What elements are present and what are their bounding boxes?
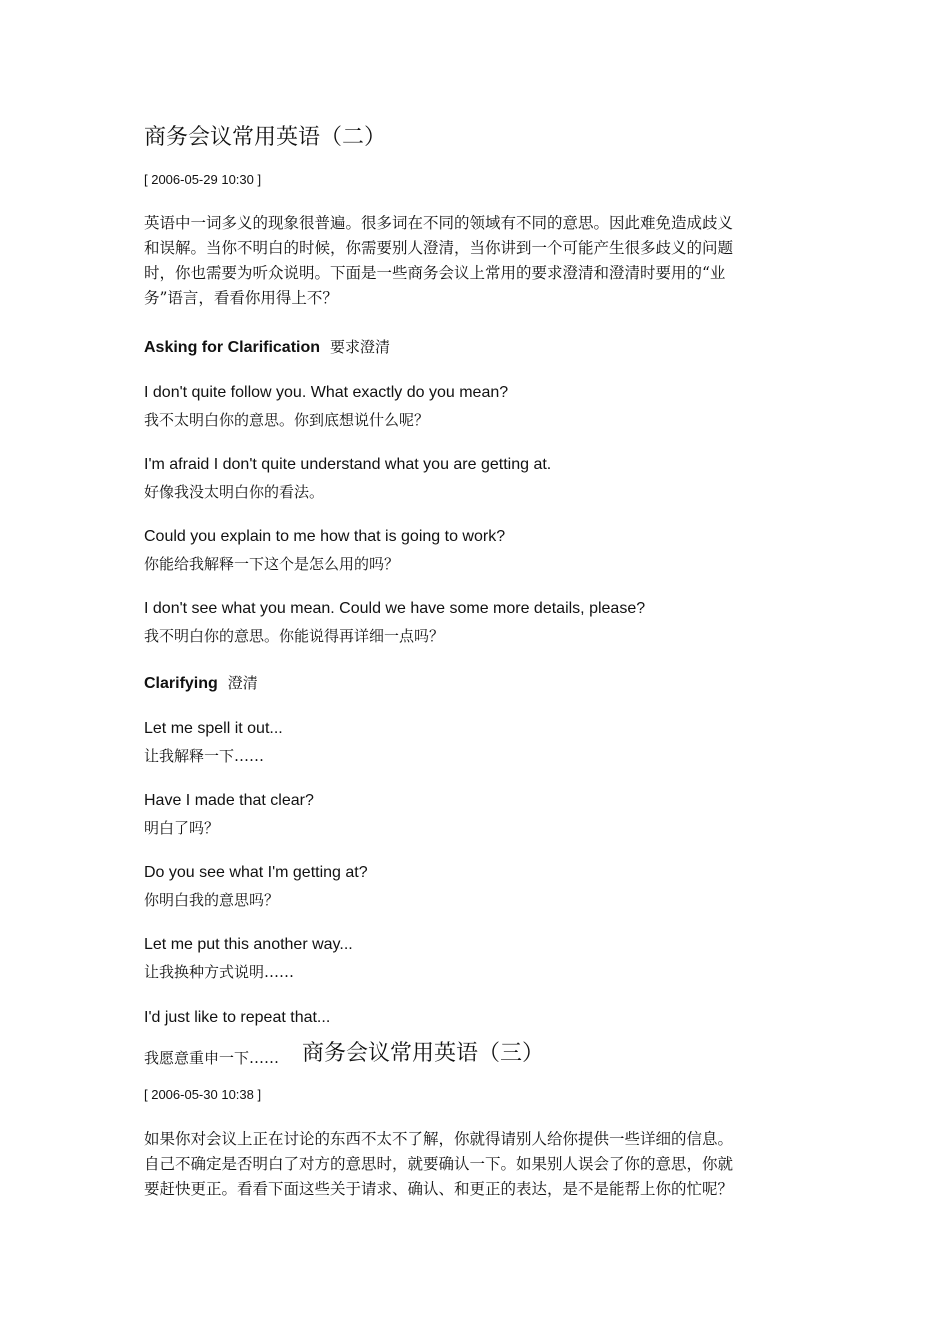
phrase-zh: 让我解释一下…… <box>144 747 265 765</box>
phrase-en: Have I made that clear? <box>144 792 314 809</box>
phrase-en: Let me put this another way... <box>144 936 353 953</box>
phrase-zh: 你能给我解释一下这个是怎么用的吗？ <box>144 555 400 573</box>
intro-paragraph <box>144 211 809 311</box>
section3-date: [ 2006-05-30 10:38 ] <box>144 1087 262 1102</box>
intro-line: 英语中一词多义的现象很普遍。很多词在不同的领域有不同的意思。因此难免造成歧义 <box>144 214 734 232</box>
phrase-en: I don't see what you mean. Could we have some more details, please? <box>144 600 646 617</box>
page-title: 商务会议常用英语（二） <box>144 125 387 150</box>
section3-title: 商务会议常用英语（三） <box>302 1041 545 1066</box>
phrase-en: I'd just like to repeat that... <box>144 1009 331 1026</box>
heading-zh: 要求澄清 <box>330 338 391 356</box>
heading-zh: 澄清 <box>227 674 258 692</box>
section-heading-clarifying <box>144 672 258 693</box>
intro-line: 自己不确定是否明白了对方的意思时，就要确认一下。如果别人误会了你的意思，你就 <box>144 1155 734 1173</box>
phrase-en: Let me spell it out... <box>144 720 283 737</box>
phrase-en: Do you see what I'm getting at? <box>144 864 368 881</box>
phrase-zh: 让我换种方式说明…… <box>144 963 295 981</box>
post-date: [ 2006-05-29 10:30 ] <box>144 172 262 187</box>
phrase-en: I'm afraid I don't quite understand what you are getting at. <box>144 456 552 473</box>
intro-line: 要赶快更正。看看下面这些关于请求、确认、和更正的表达，是不是能帮上你的忙呢？ <box>144 1180 734 1198</box>
phrase-en: I don't quite follow you. What exactly do you mean? <box>144 384 509 401</box>
intro-line: 务”语言，看看你用得上不？ <box>144 289 338 307</box>
phrase-zh: 我不太明白你的意思。你到底想说什么呢？ <box>144 411 430 429</box>
phrase-zh: 我愿意重申一下…… <box>144 1049 280 1067</box>
heading-en: Asking for Clarification <box>144 339 321 356</box>
heading-en: Clarifying <box>144 675 218 692</box>
section3-intro-paragraph <box>144 1127 809 1202</box>
phrase-zh: 你明白我的意思吗？ <box>144 891 280 909</box>
intro-line: 如果你对会议上正在讨论的东西不太不了解，你就得请别人给你提供一些详细的信息。 <box>144 1130 734 1148</box>
phrase-zh: 好像我没太明白你的看法。 <box>144 483 325 501</box>
intro-line: 时，你也需要为听众说明。下面是一些商务会议上常用的要求澄清和澄清时要用的“业 <box>144 264 726 282</box>
section-heading-asking <box>144 336 390 357</box>
phrase-zh: 明白了吗？ <box>144 819 220 837</box>
intro-line: 和误解。当你不明白的时候，你需要别人澄清，当你讲到一个可能产生很多歧义的问题 <box>144 239 734 257</box>
phrase-zh: 我不明白你的意思。你能说得再详细一点吗？ <box>144 627 445 645</box>
phrase-en: Could you explain to me how that is going to work? <box>144 528 506 545</box>
